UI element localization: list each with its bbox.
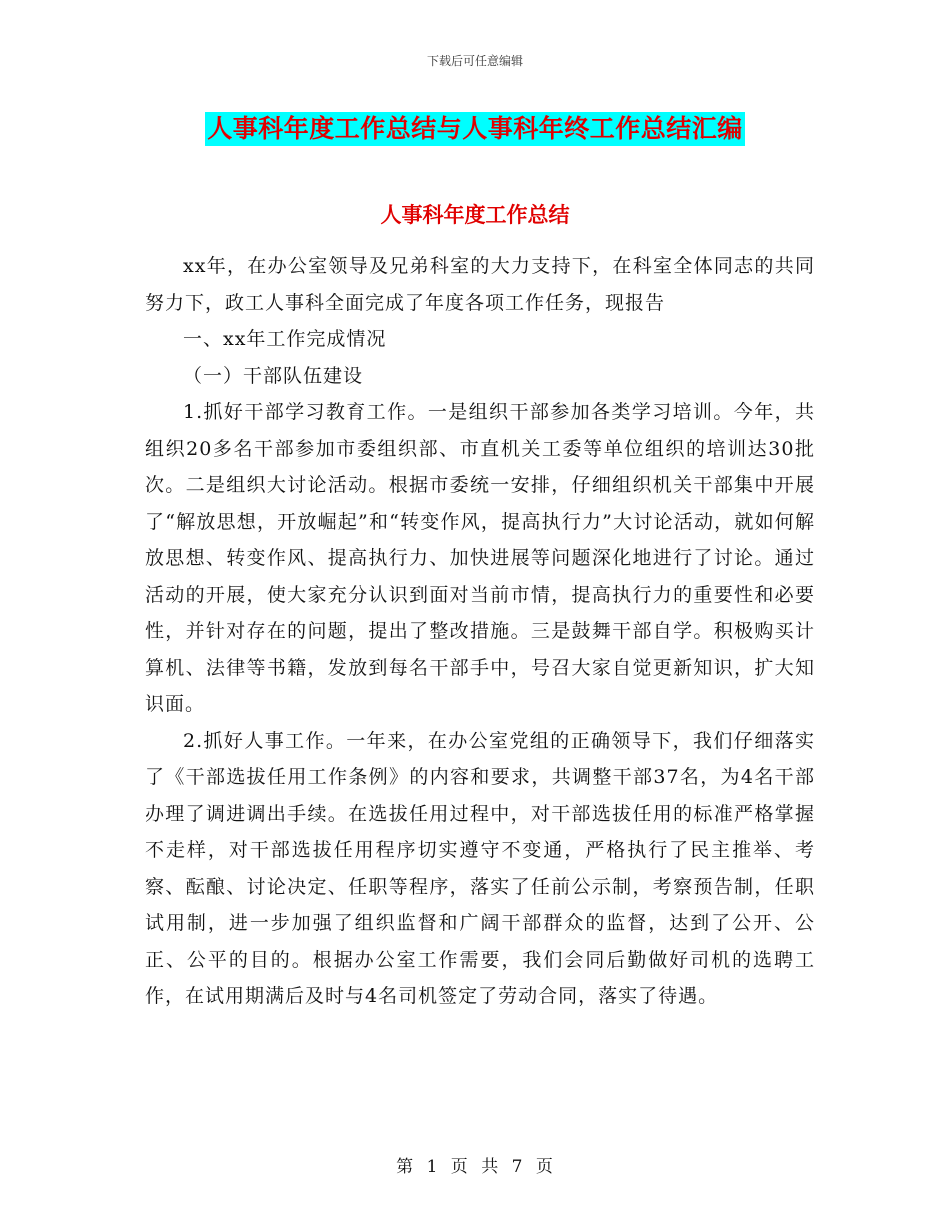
footer-label-page: 第 <box>396 1157 415 1177</box>
document-title: 人事科年度工作总结与人事科年终工作总结汇编 <box>205 112 745 146</box>
footer-label-total-unit: 页 <box>535 1157 554 1177</box>
page-footer <box>0 1152 950 1177</box>
footer-label-total: 共 <box>481 1157 500 1177</box>
footer-current-page: 1 <box>426 1157 439 1177</box>
document-body <box>145 248 815 1015</box>
paragraph-item-1: 1.抓好干部学习教育工作。一是组织干部参加各类学习培训。今年，共组织20多名干部参加市委组织部、市直机关工委等单位组织的培训达30批次。二是组织大讨论活动。根据市委统一安排，仔细组织机关干部集中开展了“解放思想，开放崛起”和“转变作风，提高执行力”大讨论活动，就如何解放思想、转变作风、提高执行力、加快进展等问题深化地进行了讨论。通过活动的开展，使大家充分认识到面对当前市情，提高执行力的重要性和必要性，并针对存在的问题，提出了整改措施。三是鼓舞干部自学。积极购买计算机、法律等书籍，发放到每名干部手中，号召大家自觉更新知识，扩大知识面。 <box>145 401 815 715</box>
document-title-wrapper <box>0 112 950 146</box>
footer-total-pages: 7 <box>511 1157 524 1177</box>
page-header-note: 下载后可任意编辑 <box>426 54 523 68</box>
paragraph-intro: xx年，在办公室领导及兄弟科室的大力支持下，在科室全体同志的共同努力下，政工人事科全面完成了年度各项工作任务，现报告 <box>145 255 815 314</box>
heading-level-2: （一）干部队伍建设 <box>183 364 364 387</box>
footer-label-page-unit: 页 <box>450 1157 469 1177</box>
section-title: 人事科年度工作总结 <box>380 203 570 227</box>
heading-level-1: 一、xx年工作完成情况 <box>183 328 387 350</box>
paragraph-item-2: 2.抓好人事工作。一年来，在办公室党组的正确领导下，我们仔细落实了《干部选拔任用工作条例》的内容和要求，共调整干部37名，为4名干部办理了调进调出手续。在选拔任用过程中，对干部选拔任用的标准严格掌握不走样，对干部选拔任用程序切实遵守不变通，严格执行了民主推举、考察、酝酿、讨论决定、任职等程序，落实了任前公示制，考察预告制，任职试用制，进一步加强了组织监督和广阔干部群众的监督，达到了公开、公正、公平的目的。根据办公室工作需要，我们会同后勤做好司机的选聘工作，在试用期满后及时与4名司机签定了劳动合同，落实了待遇。 <box>145 729 815 1007</box>
